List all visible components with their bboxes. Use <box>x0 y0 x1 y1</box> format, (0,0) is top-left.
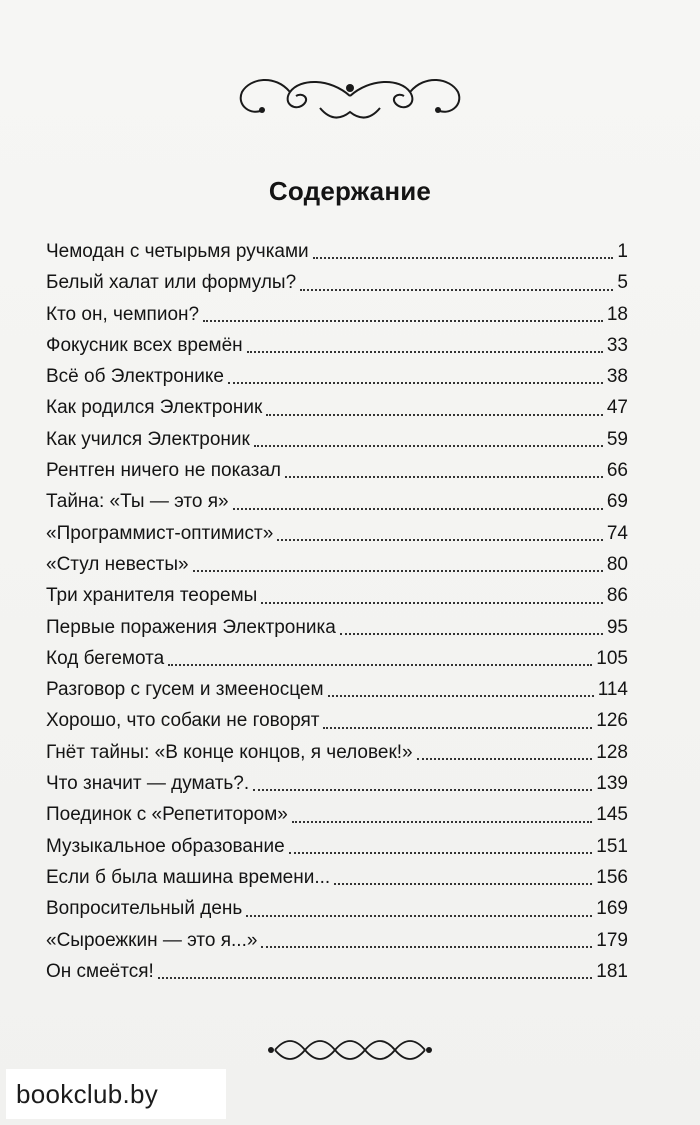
leader-dots <box>254 445 603 447</box>
toc-entry-title: Как родился Электроник <box>46 397 263 419</box>
toc-entry <box>46 643 628 674</box>
leader-dots <box>313 257 614 259</box>
leader-dots <box>247 351 603 353</box>
toc-entry <box>46 893 628 924</box>
toc-entry-page: 139 <box>596 773 628 795</box>
leader-dots <box>289 852 593 854</box>
scroll-flourish-icon <box>230 66 470 126</box>
leader-dots <box>334 883 592 885</box>
site-watermark <box>6 1069 226 1119</box>
toc-entry-page: 1 <box>617 241 628 262</box>
toc-entry-page: 47 <box>606 397 628 419</box>
toc-entry-page: 105 <box>596 647 628 669</box>
leader-dots <box>417 758 593 760</box>
toc-entry <box>46 925 628 956</box>
leader-dots <box>277 539 603 541</box>
toc-entry-page: 95 <box>606 616 628 638</box>
leader-dots <box>203 320 603 322</box>
toc-entry-title: Разговор с гусем и змееносцем <box>46 679 324 701</box>
toc-entry-page: 5 <box>617 272 628 294</box>
leader-dots <box>168 664 592 666</box>
toc-entry <box>46 486 628 517</box>
toc-entry <box>46 518 628 549</box>
toc-entry-title: Хорошо, что собаки не говорят <box>46 710 320 732</box>
toc-entry <box>46 580 628 611</box>
toc-entry-page: 128 <box>596 741 628 763</box>
toc-entry-title: Кто он, чемпион? <box>46 303 200 325</box>
toc-entry-page: 86 <box>606 585 628 607</box>
toc-entry-page: 145 <box>596 804 628 826</box>
leader-dots <box>340 633 603 635</box>
leader-dots <box>328 695 594 697</box>
toc-entry <box>46 361 628 392</box>
toc-entry-page: 66 <box>606 460 628 482</box>
toc-entry-page: 169 <box>596 898 628 920</box>
toc-entry-page: 80 <box>606 553 628 575</box>
toc-entry-title: Он смеётся! <box>46 960 154 982</box>
leader-dots <box>246 915 592 917</box>
leader-dots <box>233 508 603 510</box>
leader-dots <box>253 789 592 791</box>
toc-entry <box>46 956 628 987</box>
toc-entry <box>46 455 628 486</box>
toc-entry-page: 181 <box>596 960 628 982</box>
watermark-text: bookclub.by <box>16 1079 159 1109</box>
leader-dots <box>300 289 613 291</box>
toc-entry-title: Первые поражения Электроника <box>46 616 336 638</box>
toc-entry <box>46 705 628 736</box>
toc-entry-title: Музыкальное образование <box>46 835 285 857</box>
toc-entry-title: Код бегемота <box>46 647 165 669</box>
toc-entry-title: Три хранителя теоремы <box>46 585 258 607</box>
toc-entry <box>46 831 628 862</box>
toc-entry-page: 156 <box>596 866 628 888</box>
toc-entry-page: 151 <box>596 835 628 857</box>
toc-entry-page: 179 <box>596 929 628 951</box>
toc-entry <box>46 424 628 455</box>
toc-entry <box>46 299 628 330</box>
toc-entry-page: 33 <box>606 334 628 356</box>
leader-dots <box>285 476 603 478</box>
toc-entry <box>46 799 628 830</box>
leader-dots <box>323 727 592 729</box>
toc-entry-page: 114 <box>597 679 628 701</box>
leader-dots <box>261 946 592 948</box>
toc-entry-title: Рентген ничего не показал <box>46 460 282 482</box>
toc-entry-title: «Стул невесты» <box>46 553 189 575</box>
toc-entry-title: Как учился Электроник <box>46 428 250 450</box>
toc-entry-title: «Программист-оптимист» <box>46 522 274 544</box>
toc-entry-title: «Сыроежкин — это я...» <box>46 929 258 951</box>
leader-dots <box>292 821 592 823</box>
toc-entry <box>46 330 628 361</box>
leader-dots <box>193 570 603 572</box>
toc-entry-title: Поединок с «Репетитором» <box>46 804 288 826</box>
toc-entry-page: 38 <box>606 366 628 388</box>
toc-entry-page: 18 <box>606 303 628 325</box>
toc-entry <box>46 768 628 799</box>
toc-entry <box>46 549 628 580</box>
leader-dots <box>266 414 603 416</box>
leader-dots <box>158 977 592 979</box>
toc-entry-title: Всё об Электронике <box>46 366 224 388</box>
toc-entry <box>46 737 628 768</box>
toc-entry-title: Фокусник всех времён <box>46 334 243 356</box>
toc-entry-page: 74 <box>606 522 628 544</box>
toc-entry-title: Гнёт тайны: «В конце концов, я человек!» <box>46 741 413 763</box>
toc-entry <box>46 267 628 298</box>
toc-entry-title: Тайна: «Ты — это я» <box>46 491 229 513</box>
toc-entry <box>46 392 628 423</box>
toc-entry <box>46 236 628 267</box>
toc-entry <box>46 862 628 893</box>
toc-entry-title: Что значит — думать?. <box>46 773 250 795</box>
toc-entry <box>46 612 628 643</box>
toc-entry-page: 59 <box>606 428 628 450</box>
toc-entry-title: Чемодан с четырьмя ручками <box>46 241 309 262</box>
table-of-contents <box>46 236 628 987</box>
braid-divider-icon <box>265 1030 435 1070</box>
leader-dots <box>261 602 603 604</box>
toc-entry-title: Если б была машина времени... <box>46 866 331 888</box>
toc-entry-page: 69 <box>606 491 628 513</box>
leader-dots <box>228 382 603 384</box>
toc-entry <box>46 674 628 705</box>
page-title: Содержание <box>268 176 432 206</box>
toc-entry-page: 126 <box>596 710 628 732</box>
toc-entry-title: Белый халат или формулы? <box>46 272 297 294</box>
toc-entry-title: Вопросительный день <box>46 898 243 920</box>
